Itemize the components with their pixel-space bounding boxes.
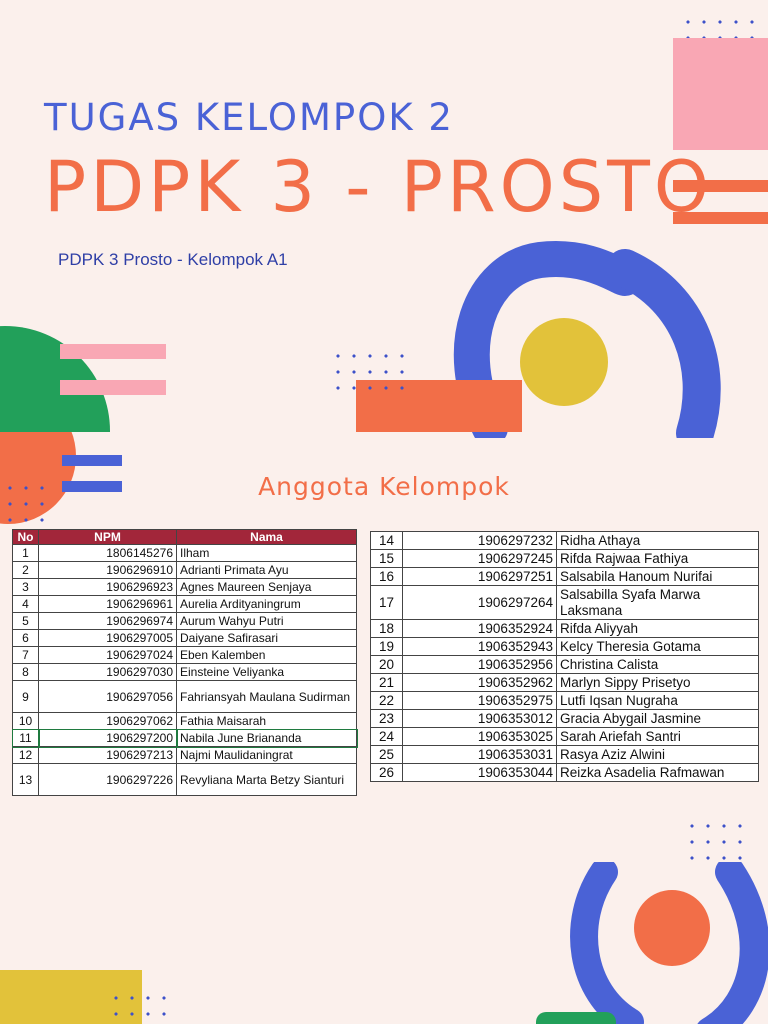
members-table-left (12, 529, 357, 796)
decor-dots-bottom-right (684, 818, 750, 864)
cell-no: 17 (371, 586, 403, 620)
cell-nama: Adrianti Primata Ayu (177, 562, 357, 579)
cell-no: 20 (371, 656, 403, 674)
table-row (371, 674, 759, 692)
table-row (13, 596, 357, 613)
cell-nama: Gracia Abygail Jasmine (557, 710, 759, 728)
cell-no: 14 (371, 532, 403, 550)
cell-nama: Kelcy Theresia Gotama (557, 638, 759, 656)
cell-no: 16 (371, 568, 403, 586)
cell-nama: Marlyn Sippy Prisetyo (557, 674, 759, 692)
cell-no: 7 (13, 647, 39, 664)
cell-nama: Eben Kalemben (177, 647, 357, 664)
cell-npm: 1906352943 (403, 638, 557, 656)
presentation-title: PDPK 3 - PROSTO (44, 146, 714, 228)
cell-nama: Revyliana Marta Betzy Sianturi (177, 764, 357, 796)
cell-npm: 1906352924 (403, 620, 557, 638)
table-row (13, 613, 357, 630)
cell-npm: 1906297226 (39, 764, 177, 796)
cell-nama: Fathia Maisarah (177, 713, 357, 730)
cell-npm: 1906352962 (403, 674, 557, 692)
cell-nama: Agnes Maureen Senjaya (177, 579, 357, 596)
cell-no: 24 (371, 728, 403, 746)
table-row (371, 568, 759, 586)
cell-npm: 1906297213 (39, 747, 177, 764)
cell-nama: Nabila June Briananda (177, 730, 357, 747)
cell-npm: 1906297232 (403, 532, 557, 550)
table-row (371, 710, 759, 728)
cell-npm: 1906353031 (403, 746, 557, 764)
cell-no: 19 (371, 638, 403, 656)
table-row (13, 647, 357, 664)
cell-nama: Daiyane Safirasari (177, 630, 357, 647)
decor-green-half-circle (0, 326, 110, 432)
cell-nama: Fahriansyah Maulana Sudirman (177, 681, 357, 713)
decor-blue-stripe-1 (62, 455, 122, 466)
cell-no: 5 (13, 613, 39, 630)
cell-npm: 1906296923 (39, 579, 177, 596)
cell-no: 1 (13, 545, 39, 562)
table-row (371, 620, 759, 638)
cell-no: 13 (13, 764, 39, 796)
cell-npm: 1906296910 (39, 562, 177, 579)
cell-nama: Sarah Ariefah Santri (557, 728, 759, 746)
cell-nama: Najmi Maulidaningrat (177, 747, 357, 764)
decor-orange-circle-bottom (634, 890, 710, 966)
table-row (13, 562, 357, 579)
table-row (13, 681, 357, 713)
table-row (13, 664, 357, 681)
cell-npm: 1906353044 (403, 764, 557, 782)
cell-npm: 1906353025 (403, 728, 557, 746)
table-row (371, 638, 759, 656)
cell-nama: Rasya Aziz Alwini (557, 746, 759, 764)
cell-no: 12 (13, 747, 39, 764)
presentation-subtitle: TUGAS KELOMPOK 2 (44, 96, 454, 139)
column-header-npm: NPM (39, 530, 177, 545)
table-row (13, 545, 357, 562)
cell-npm: 1906297056 (39, 681, 177, 713)
cell-no: 23 (371, 710, 403, 728)
cell-no: 2 (13, 562, 39, 579)
table-row (13, 764, 357, 796)
cell-npm: 1906297030 (39, 664, 177, 681)
table-row (371, 728, 759, 746)
decor-pink-stripe-1 (60, 344, 166, 359)
decor-dots-mid (330, 348, 410, 400)
table-row (371, 764, 759, 782)
cell-no: 8 (13, 664, 39, 681)
cell-no: 4 (13, 596, 39, 613)
column-header-no: No (13, 530, 39, 545)
cell-nama: Aurum Wahyu Putri (177, 613, 357, 630)
decor-pink-square-top-right (673, 38, 768, 150)
cell-npm: 1906353012 (403, 710, 557, 728)
cell-npm: 1906352975 (403, 692, 557, 710)
table-row (371, 550, 759, 568)
cell-no: 22 (371, 692, 403, 710)
cell-no: 18 (371, 620, 403, 638)
cell-nama: Salsabila Hanoum Nurifai (557, 568, 759, 586)
cell-no: 10 (13, 713, 39, 730)
table-row (371, 656, 759, 674)
cell-npm: 1906352956 (403, 656, 557, 674)
members-table-right (370, 531, 759, 782)
table-row (13, 579, 357, 596)
decor-yellow-circle (520, 318, 608, 406)
cell-nama: Christina Calista (557, 656, 759, 674)
column-header-nama: Nama (177, 530, 357, 545)
cell-npm: 1806145276 (39, 545, 177, 562)
table-row (371, 746, 759, 764)
cell-nama: Ilham (177, 545, 357, 562)
cell-npm: 1906297005 (39, 630, 177, 647)
table-row (13, 630, 357, 647)
cell-nama: Ridha Athaya (557, 532, 759, 550)
cell-nama: Aurelia Ardityaningrum (177, 596, 357, 613)
cell-nama: Lutfi Iqsan Nugraha (557, 692, 759, 710)
cell-nama: Rifda Aliyyah (557, 620, 759, 638)
table-row (13, 713, 357, 730)
cell-nama: Einsteine Veliyanka (177, 664, 357, 681)
decor-dots-bottom-left (108, 990, 168, 1024)
cell-no: 11 (13, 730, 39, 747)
cell-npm: 1906297264 (403, 586, 557, 620)
decor-pink-stripe-2 (60, 380, 166, 395)
cell-npm: 1906297062 (39, 713, 177, 730)
cell-npm: 1906297200 (39, 730, 177, 747)
cell-no: 26 (371, 764, 403, 782)
cell-no: 6 (13, 630, 39, 647)
cell-npm: 1906297251 (403, 568, 557, 586)
decor-green-fragment-bottom (536, 1012, 616, 1024)
cell-npm: 1906297024 (39, 647, 177, 664)
cell-no: 3 (13, 579, 39, 596)
section-heading-members: Anggota Kelompok (258, 472, 510, 501)
table-row (371, 692, 759, 710)
cell-npm: 1906297245 (403, 550, 557, 568)
table-row (13, 747, 357, 764)
cell-nama: Rifda Rajwaa Fathiya (557, 550, 759, 568)
cell-no: 15 (371, 550, 403, 568)
cell-npm: 1906296961 (39, 596, 177, 613)
table-row (13, 730, 357, 747)
cell-no: 25 (371, 746, 403, 764)
table-row (371, 532, 759, 550)
cell-no: 9 (13, 681, 39, 713)
cell-nama: Salsabilla Syafa Marwa Laksmana (557, 586, 759, 620)
table-row (371, 586, 759, 620)
table-header-row (13, 530, 357, 545)
cell-no: 21 (371, 674, 403, 692)
cell-nama: Reizka Asadelia Rafmawan (557, 764, 759, 782)
document-caption: PDPK 3 Prosto - Kelompok A1 (58, 250, 288, 269)
cell-npm: 1906296974 (39, 613, 177, 630)
